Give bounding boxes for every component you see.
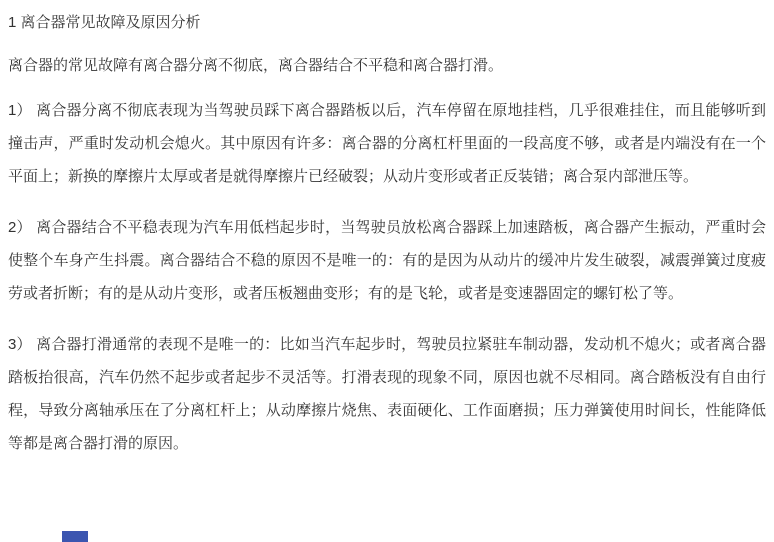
cutoff-blue-element bbox=[62, 531, 88, 542]
paragraph-fault-3-clutch-slipping: 3） 离合器打滑通常的表现不是唯一的：比如当汽车起步时，驾驶员拉紧驻车制动器，发动机不熄火；或者离合器踏板抬很高，汽车仍然不起步或者起步不灵活等。打滑表现的现象不同，原因也就不尽相同。离合踏板没有自由行程，导致分离轴承压在了分离杠杆上；从动摩擦片烧焦、表面硬化、工作面磨损；压力弹簧使用时间长，性能降低等都是离合器打滑的原因。 bbox=[8, 336, 766, 452]
section-heading: 1 离合器常见故障及原因分析 bbox=[8, 14, 201, 31]
paragraph-fault-1-incomplete-disengagement: 1） 离合器分离不彻底表现为当驾驶员踩下离合器踏板以后，汽车停留在原地挂档，几乎很难挂住，而且能够听到撞击声，严重时发动机会熄火。其中原因有许多：离合器的分离杠杆里面的一段高度不够，或者是内端没有在一个平面上；新换的摩擦片太厚或者是就得摩擦片已经破裂；从动片变形或者正反装错；离合泵内部泄压等。 bbox=[8, 102, 766, 185]
paragraph-overview: 离合器的常见故障有离合器分离不彻底，离合器结合不平稳和离合器打滑。 bbox=[8, 57, 504, 74]
paragraph-fault-2-unsteady-engagement: 2） 离合器结合不平稳表现为汽车用低档起步时，当驾驶员放松离合器踩上加速踏板，离合器产生振动，严重时会使整个车身产生抖震。离合器结合不稳的原因不是唯一的：有的是因为从动片的缓冲片发生破裂，减震弹簧过度疲劳或者折断；有的是从动片变形，或者压板翘曲变形；有的是飞轮，或者是变速器固定的螺钉松了等。 bbox=[8, 219, 766, 302]
